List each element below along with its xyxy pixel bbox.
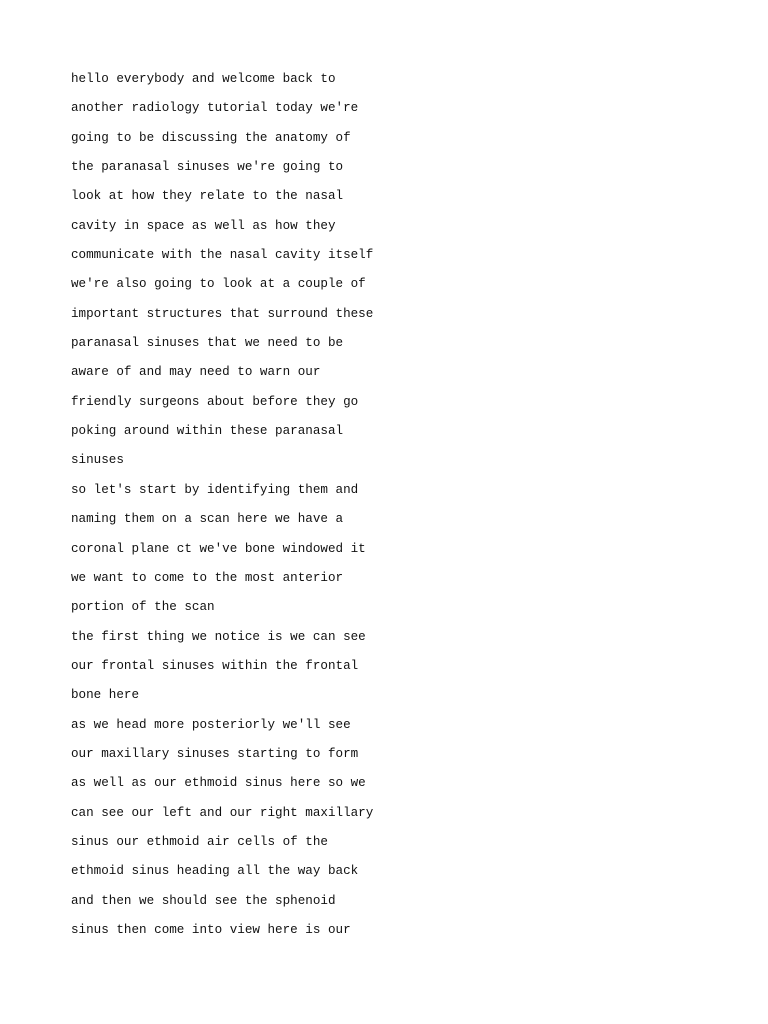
transcript-line: sinuses — [71, 453, 124, 468]
transcript-line: coronal plane ct we've bone windowed it — [71, 541, 366, 556]
transcript-line: can see our left and our right maxillary — [71, 805, 374, 820]
transcript-text — [71, 69, 671, 949]
transcript-line: friendly surgeons about before they go — [71, 394, 359, 409]
transcript-line: aware of and may need to warn our — [71, 365, 321, 380]
transcript-line: as well as our ethmoid sinus here so we — [71, 776, 366, 791]
transcript-line: important structures that surround these — [71, 306, 374, 321]
transcript-line: poking around within these paranasal — [71, 424, 344, 439]
transcript-line: and then we should see the sphenoid — [71, 893, 336, 908]
transcript-line: paranasal sinuses that we need to be — [71, 336, 344, 351]
transcript-line: look at how they relate to the nasal — [71, 189, 344, 204]
transcript-line: naming them on a scan here we have a — [71, 512, 344, 527]
transcript-line: the first thing we notice is we can see — [71, 629, 366, 644]
transcript-line: so let's start by identifying them and — [71, 482, 359, 497]
transcript-line: another radiology tutorial today we're — [71, 101, 359, 116]
transcript-line: ethmoid sinus heading all the way back — [71, 864, 359, 879]
transcript-line: our maxillary sinuses starting to form — [71, 746, 359, 761]
transcript-line: the paranasal sinuses we're going to — [71, 160, 344, 175]
transcript-line: communicate with the nasal cavity itself — [71, 248, 374, 263]
transcript-line: sinus then come into view here is our — [71, 922, 351, 937]
transcript-line: bone here — [71, 688, 140, 703]
transcript-line: we're also going to look at a couple of — [71, 277, 366, 292]
transcript-line: sinus our ethmoid air cells of the — [71, 834, 328, 849]
transcript-line: going to be discussing the anatomy of — [71, 130, 351, 145]
transcript-line: cavity in space as well as how they — [71, 218, 336, 233]
transcript-line: portion of the scan — [71, 600, 215, 615]
transcript-line: hello everybody and welcome back to — [71, 72, 336, 86]
transcript-line: our frontal sinuses within the frontal — [71, 658, 359, 673]
transcript-line: we want to come to the most anterior — [71, 570, 344, 585]
transcript-line: as we head more posteriorly we'll see — [71, 717, 351, 732]
